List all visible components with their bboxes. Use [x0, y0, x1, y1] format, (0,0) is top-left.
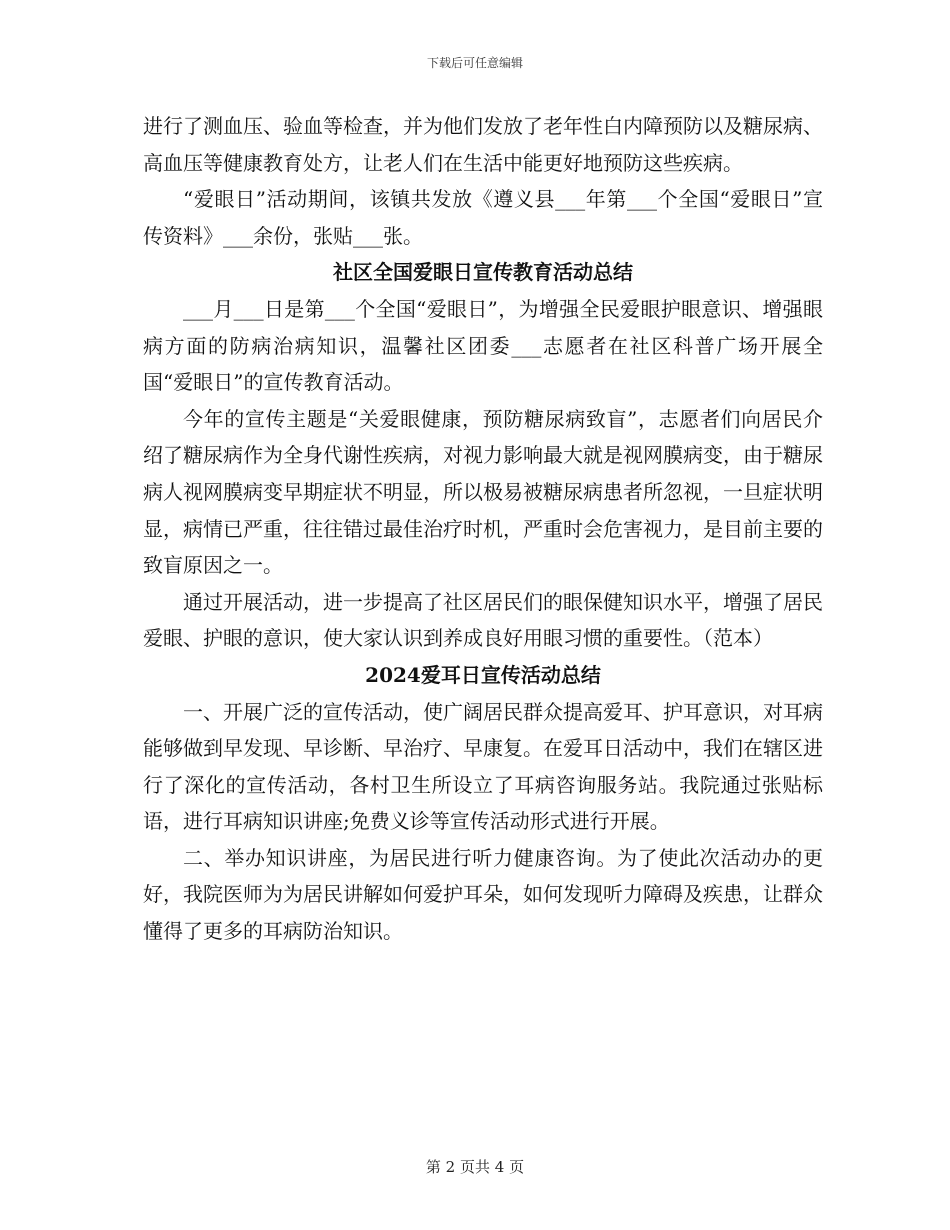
- section-title-eye-day: 社区全国爱眼日宣传教育活动总结: [333, 260, 633, 285]
- eye-day-stats-paragraph: “爱眼日”活动期间，该镇共发放《遵义县___年第___个全国“爱眼日”宣传资料》___余份，张贴___张。: [143, 187, 823, 248]
- continuation-paragraph: 进行了测血压、验血等检查，并为他们发放了老年性白内障预防以及糖尿病、高血压等健康教育处方，让老人们在生活中能更好地预防这些疾病。: [143, 114, 823, 175]
- ear-day-lecture-paragraph: 二、举办知识讲座，为居民进行听力健康咨询。为了使此次活动办的更好，我院医师为为居民讲解如何爱护耳朵，如何发现听力障碍及疾患，让群众懂得了更多的耳病防治知识。: [143, 845, 823, 944]
- eye-day-intro-paragraph: ___月___日是第___个全国“爱眼日”，为增强全民爱眼护眼意识、增强眼病方面的防病治病知识，温馨社区团委___志愿者在社区科普广场开展全国“爱眼日”的宣传教育活动。: [143, 296, 823, 395]
- section-title-ear-day: 2024爱耳日宣传活动总结: [365, 662, 601, 687]
- ear-day-publicity-paragraph: 一、开展广泛的宣传活动，使广阔居民群众提高爱耳、护耳意识，对耳病能够做到早发现、早诊断、早治疗、早康复。在爱耳日活动中，我们在辖区进行了深化的宣传活动，各村卫生所设立了耳病咨询服务站。我院通过张贴标语，进行耳病知识讲座;免费义诊等宣传活动形式进行开展。: [143, 699, 823, 834]
- eye-day-theme-paragraph: 今年的宣传主题是“关爱眼健康，预防糖尿病致盲”，志愿者们向居民介绍了糖尿病作为全身代谢性疾病，对视力影响最大就是视网膜病变，由于糖尿病人视网膜病变早期症状不明显，所以极易被糖尿病患者所忽视，一旦症状明显，病情已严重，往往错过最佳治疗时机，严重时会危害视力，是目前主要的致盲原因之一。: [143, 406, 823, 578]
- document-body: [143, 108, 823, 950]
- page-number: 第 2 页共 4 页: [425, 1158, 525, 1176]
- eye-day-result-paragraph: 通过开展活动，进一步提高了社区居民们的眼保健知识水平，增强了居民爱眼、护眼的意识，使大家认识到养成良好用眼习惯的重要性。（范本）: [143, 589, 823, 651]
- page-header-note: 下载后可任意编辑: [426, 56, 523, 70]
